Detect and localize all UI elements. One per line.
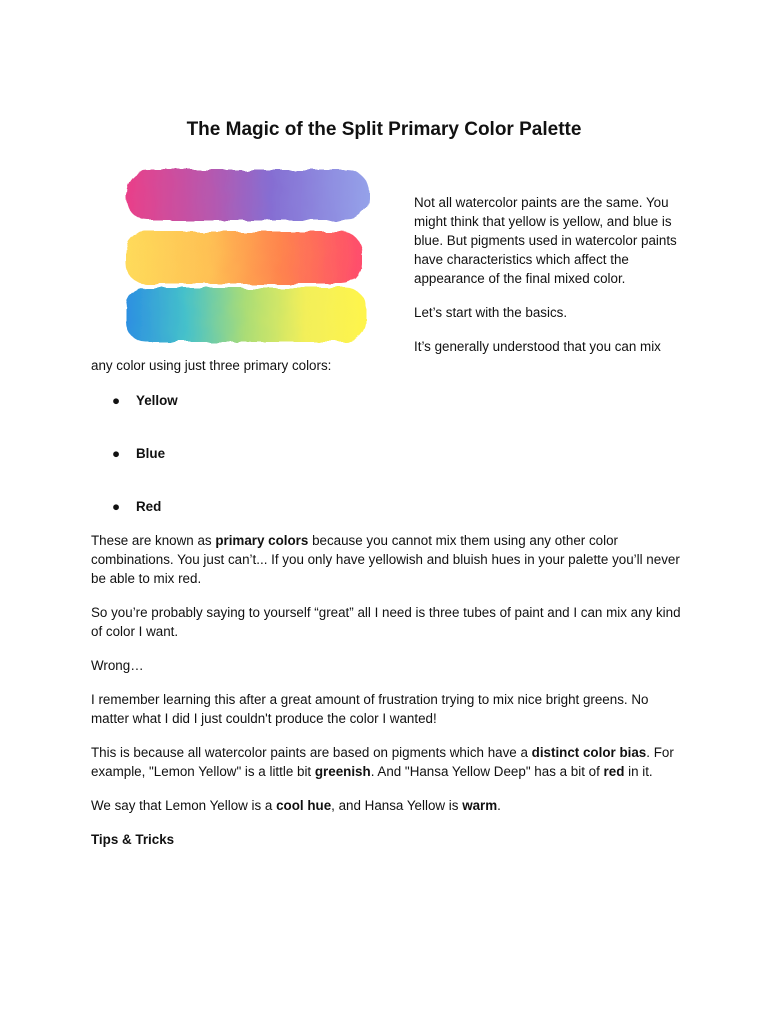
page-title: The Magic of the Split Primary Color Palette (186, 119, 582, 140)
bullet-icon: ● (112, 499, 121, 514)
list-item-label: Blue (136, 446, 166, 461)
bullet-icon: ● (112, 446, 121, 461)
paragraph-cool-warm: We say that Lemon Yellow is a cool hue, and Hansa Yellow is warm. (91, 798, 501, 813)
intro-paragraph-2: Let’s start with the basics. (414, 305, 568, 320)
intro-text (414, 193, 680, 356)
bold-cool-hue: cool hue (276, 798, 332, 813)
body-text (91, 531, 683, 864)
swatch-row-yellow-red (126, 232, 362, 284)
intro-paragraph-3-continued: any color using just three primary colors: (91, 358, 332, 373)
bold-primary-colors: primary colors (215, 533, 309, 548)
primary-colors-list (91, 391, 391, 550)
list-item-blue (91, 444, 391, 497)
swatch-row-blue-yellow (126, 288, 366, 342)
bold-distinct-color-bias: distinct color bias (531, 745, 647, 760)
paragraph-frustration: I remember learning this after a great amount of frustration trying to mix nice bright greens. No matter what I did I just couldn't produce the color I wanted! (91, 692, 649, 726)
bold-warm: warm (462, 798, 498, 813)
paragraph-wrong: Wrong… (91, 658, 144, 673)
section-heading-tips: Tips & Tricks (91, 832, 175, 847)
bullet-icon: ● (112, 393, 121, 408)
list-item-label: Red (136, 499, 162, 514)
paragraph-three-tubes: So you’re probably saying to yourself “great” all I need is three tubes of paint and I can mix any kind of color I want. (91, 605, 681, 639)
swatch-row-magenta-blue (126, 170, 369, 220)
watercolor-swatches-graphic (91, 160, 401, 345)
paragraph-color-bias: This is because all watercolor paints are based on pigments which have a distinct color bias. For example, "Lemon Yellow" is a little bit greenish. And "Hansa Yellow Deep" has a bit of red in it. (91, 745, 674, 779)
intro-paragraph-1: Not all watercolor paints are the same. You might think that yellow is yellow, and blue is blue. But pigments used in watercolor paints have characteristics which affect the appearance of the final mixed color. (414, 195, 677, 286)
list-item-yellow (91, 391, 391, 444)
intro-paragraph-3: It’s generally understood that you can mix (414, 339, 661, 354)
watercolor-swatches-image (91, 160, 401, 345)
list-item-label: Yellow (136, 393, 178, 408)
paragraph-primary-colors: These are known as primary colors because you cannot mix them using any other color combinations. You just can’t... If you only have yellowish and bluish hues in your palette you’ll never be able to mix red. (91, 533, 680, 586)
bold-red: red (603, 764, 625, 779)
bold-greenish: greenish (314, 764, 371, 779)
